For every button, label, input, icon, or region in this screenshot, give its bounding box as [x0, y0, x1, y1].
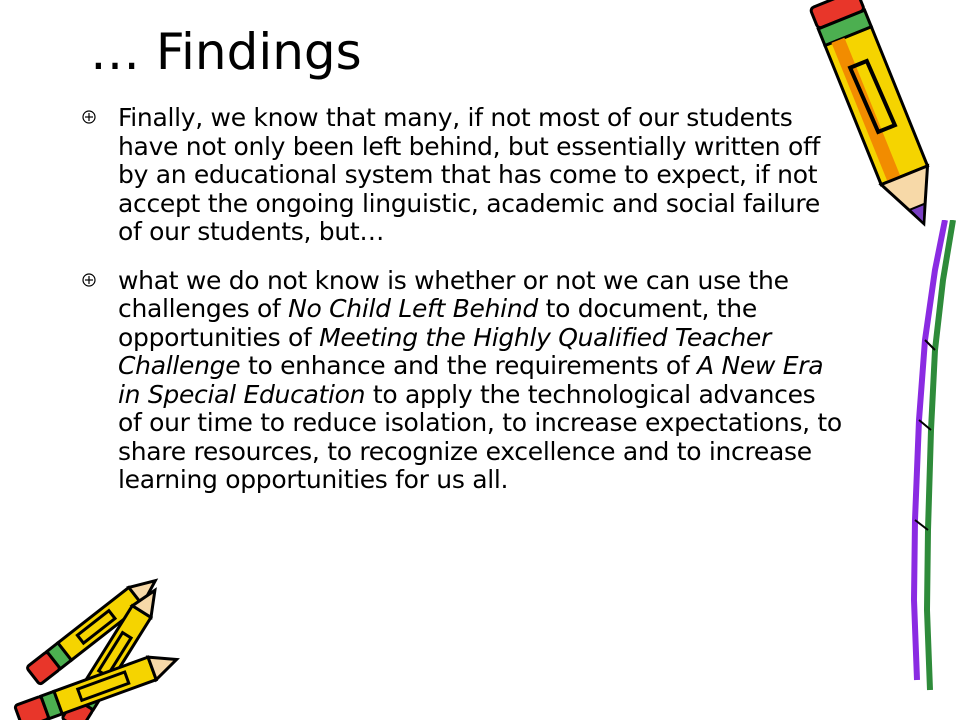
text-run: what we do not know is whether or not we can use the challenges of [118, 265, 789, 323]
bullet-list [82, 104, 842, 515]
circled-plus-icon [82, 269, 98, 285]
text-run: to enhance and the requirements of [240, 351, 698, 380]
bullet-text [118, 266, 842, 495]
pencil-top-right-icon [800, 0, 960, 230]
bullet-text [118, 103, 820, 246]
italic-text-run: Meeting the Highly Qualified Teacher Challenge [118, 322, 771, 380]
text-run: to document, the opportunities of [118, 294, 757, 352]
italic-text-run: A New Era in Special Education [118, 351, 824, 409]
text-run: Finally, we know that many, if not most of our students have not only been left behind, but essentially written off by an educational system that has come to expect, if not accept the ongoing linguistic, academic and social failure of our students, but… [118, 103, 820, 246]
bullet-item [82, 267, 842, 495]
italic-text-run: No Child Left Behind [288, 294, 538, 323]
pencil-right-edge-icon [905, 220, 960, 700]
circled-plus-icon [82, 106, 98, 122]
bullet-item [82, 104, 842, 247]
text-run: to apply the technological advances of our time to reduce isolation, to increase expectations, to share resources, to recognize excellence and to increase learning opportunities for us all. [118, 379, 842, 494]
slide-title: … Findings [90, 23, 362, 81]
pencils-bottom-left-icon [0, 578, 200, 720]
